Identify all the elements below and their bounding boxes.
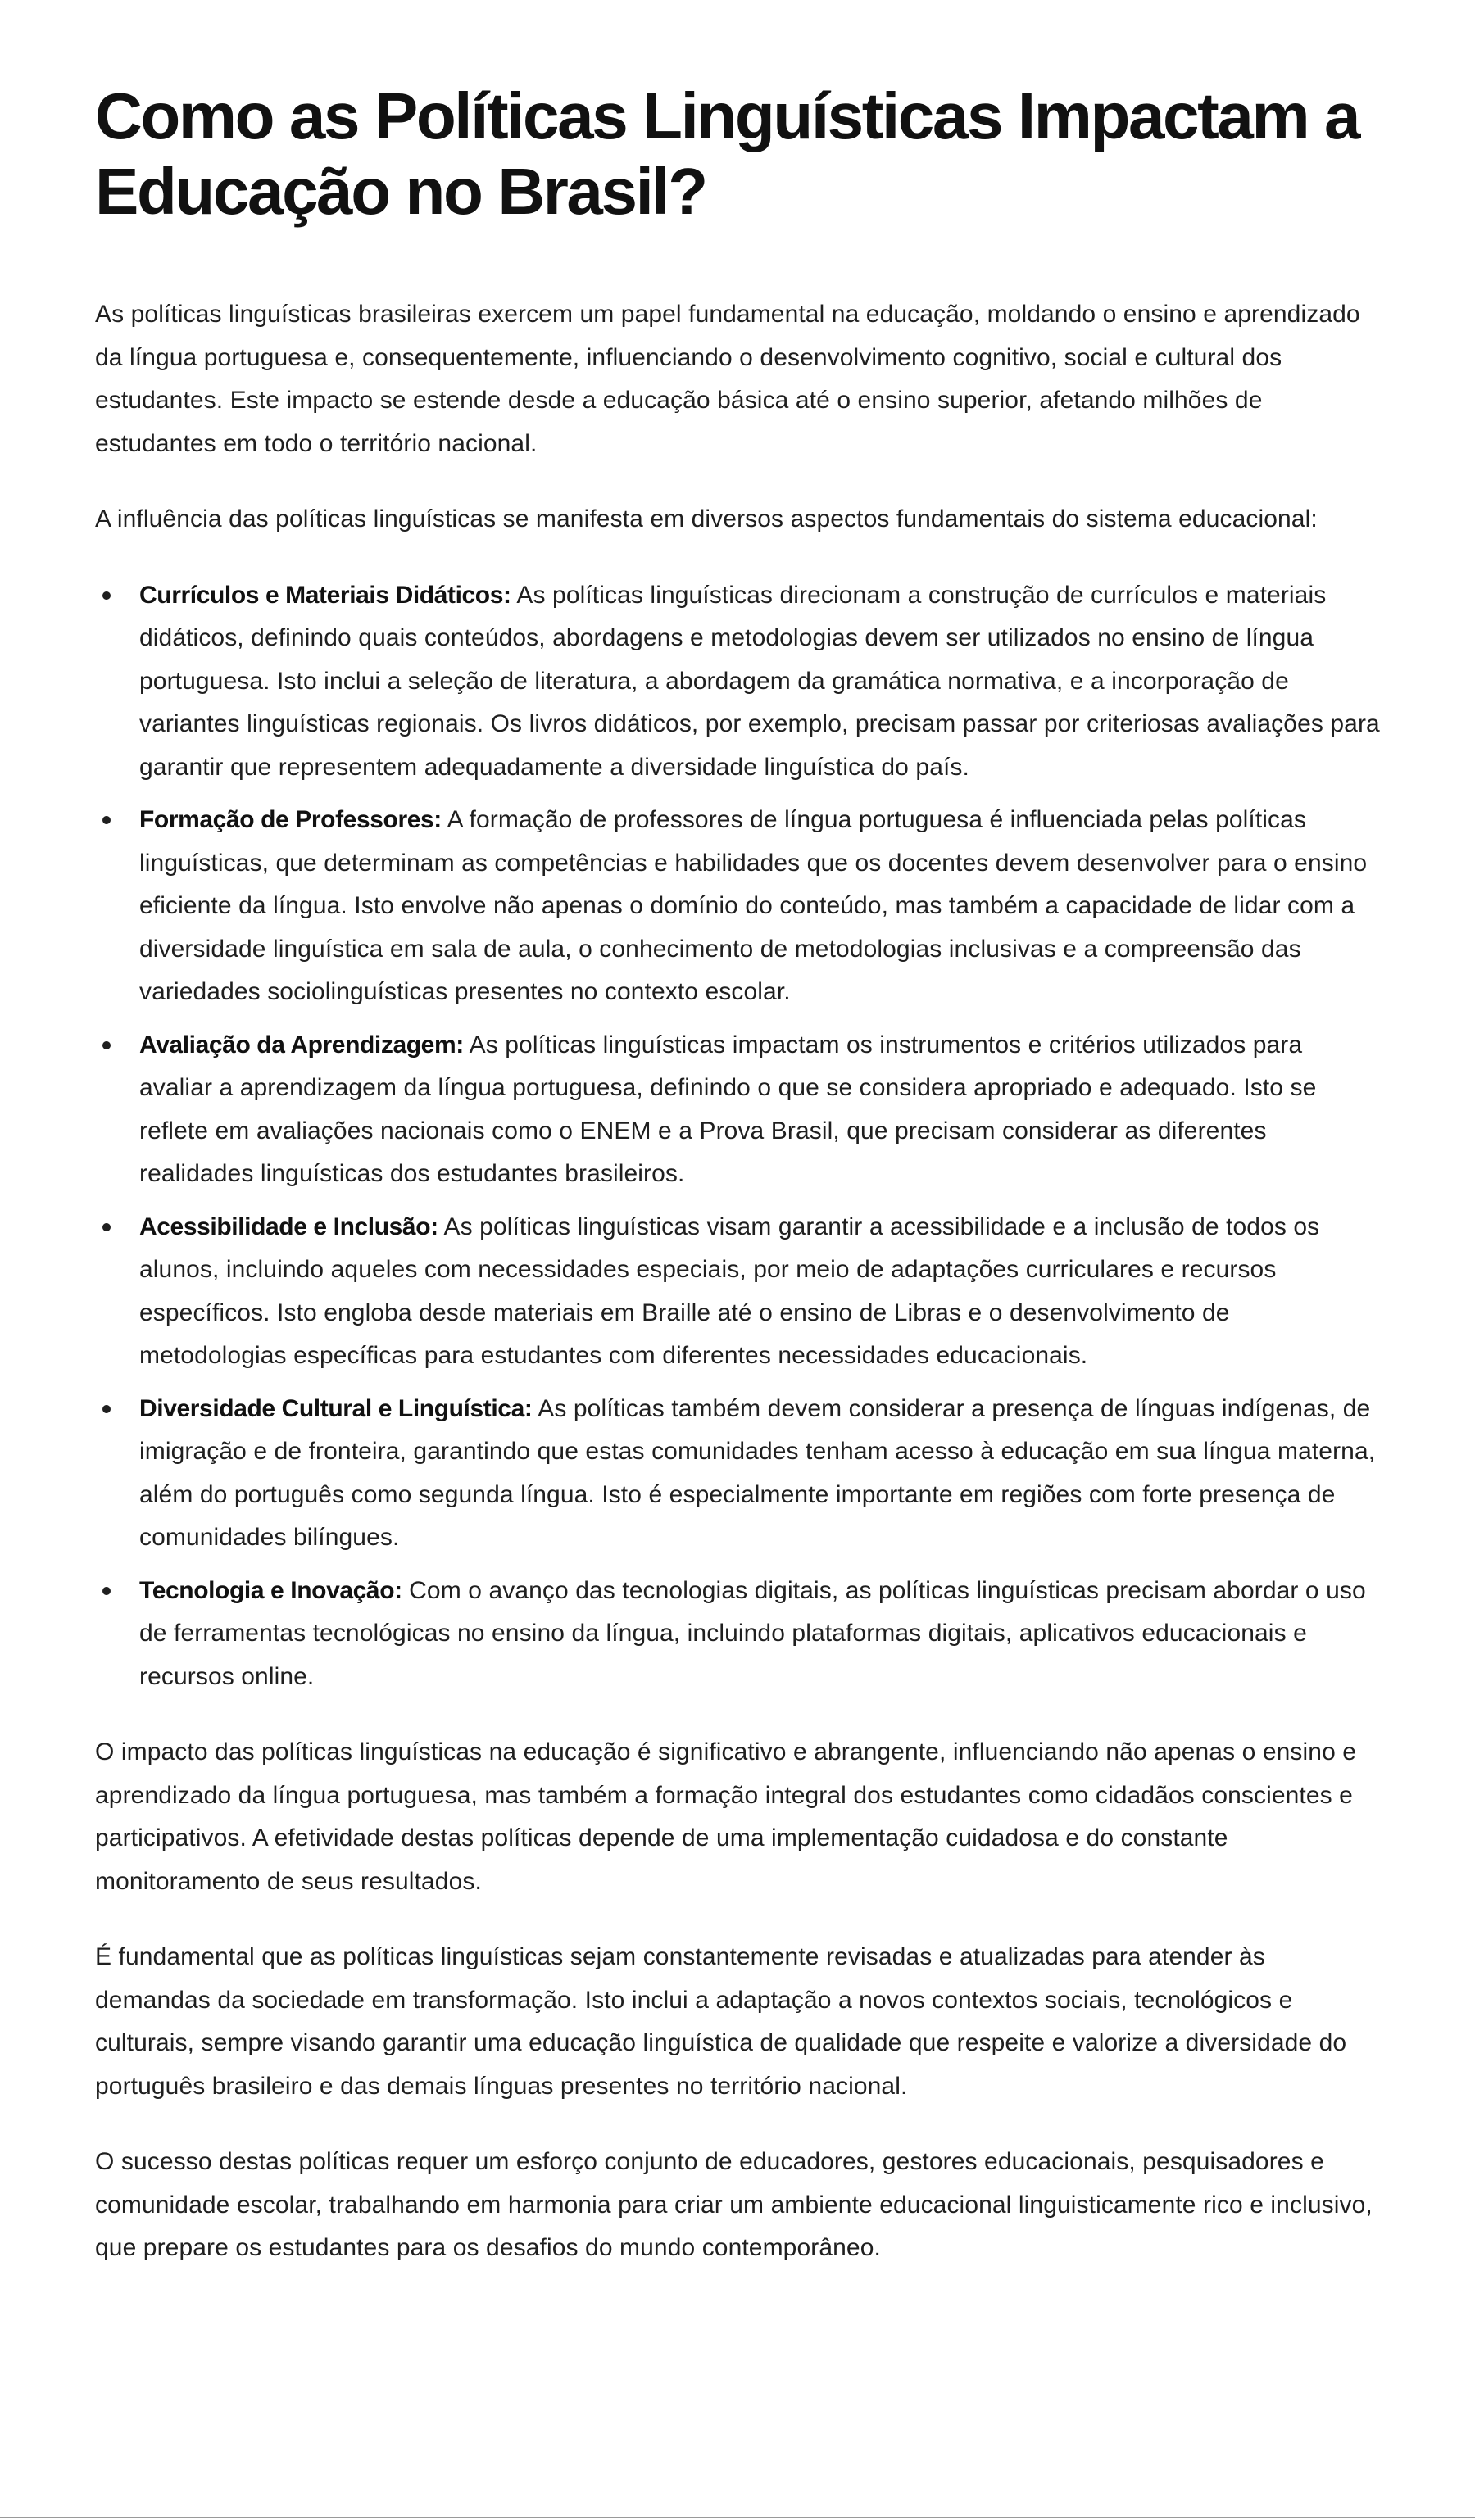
list-item-term: Tecnologia e Inovação:	[139, 1576, 402, 1604]
list-item-text: As políticas também devem considerar a presença de línguas indígenas, de imigração e de fronteira, garantindo que estas comunidades tenham acesso à educação em sua língua materna, além do português como segunda língua. Isto é especialmente importante em regiões com forte presença de comunidades bilíngues.	[139, 1394, 1376, 1551]
list-item-text: As políticas linguísticas direcionam a construção de currículos e materiais didáticos, definindo quais conteúdos, abordagens e metodologias devem ser utilizados no ensino de língua portuguesa. Isto inclui a seleção de literatura, a abordagem da gramática normativa, e a incorporação de variantes linguísticas regionais. Os livros didáticos, por exemplo, precisam passar por criteriosas avaliações para garantir que representem adequadamente a diversidade linguística do país.	[139, 581, 1380, 781]
page-title: Como as Políticas Linguísticas Impactam a Educação no Brasil?	[95, 79, 1359, 228]
list-item-formacao	[139, 799, 1382, 1014]
list-item-term: Diversidade Cultural e Linguística:	[139, 1394, 533, 1422]
conclusion-paragraph: O sucesso destas políticas requer um esforço conjunto de educadores, gestores educacionais, pesquisadores e comunidade escolar, trabalhando em harmonia para criar um ambiente educacional linguisticamente rico e inclusivo, que prepare os estudantes para os desafios do mundo contemporâneo.	[95, 2148, 1373, 2261]
impact-paragraph: O impacto das políticas linguísticas na educação é significativo e abrangente, influenciando não apenas o ensino e aprendizado da língua portuguesa, mas também a formação integral dos estudantes como cidadãos conscientes e participativos. A efetividade destas políticas depende de uma implementação cuidadosa e do constante monitoramento de seus resultados.	[95, 1738, 1357, 1895]
list-item-term: Acessibilidade e Inclusão:	[139, 1212, 438, 1240]
revision-paragraph: É fundamental que as políticas linguísticas sejam constantemente revisadas e atualizadas para atender às demandas da sociedade em transformação. Isto inclui a adaptação a novos contextos sociais, tecnológicos e culturais, sempre visando garantir uma educação linguística de qualidade que respeite e valorize a diversidade do português brasileiro e das demais línguas presentes no território nacional.	[95, 1943, 1347, 2100]
list-item-avaliacao	[139, 1024, 1382, 1196]
list-item-term: Formação de Professores:	[139, 806, 442, 833]
article	[95, 79, 1382, 2303]
list-lead-paragraph: A influência das políticas linguísticas se manifesta em diversos aspectos fundamentais do sistema educacional:	[95, 505, 1318, 533]
list-item-diversidade	[139, 1388, 1382, 1560]
bottom-divider	[0, 2517, 1475, 2518]
list-item-text: As políticas linguísticas visam garantir a acessibilidade e a inclusão de todos os alunos, incluindo aqueles com necessidades especiais, por meio de adaptações curriculares e recursos específicos. Isto engloba desde materiais em Braille até o ensino de Libras e o desenvolvimento de metodologias específicas para estudantes com diferentes necessidades educacionais.	[139, 1212, 1320, 1369]
list-item-term: Currículos e Materiais Didáticos:	[139, 581, 511, 609]
list-item-text: Com o avanço das tecnologias digitais, as políticas linguísticas precisam abordar o uso de ferramentas tecnológicas no ensino da língua, incluindo plataformas digitais, aplicativos educacionais e recursos online.	[139, 1576, 1366, 1690]
list-item-acessibilidade	[139, 1206, 1382, 1378]
list-item-curriculos	[139, 574, 1382, 790]
list-item-tecnologia	[139, 1570, 1382, 1699]
intro-paragraph: As políticas linguísticas brasileiras exercem um papel fundamental na educação, moldando o ensino e aprendizado da língua portuguesa e, consequentemente, influenciando o desenvolvimento cognitivo, social e cultural dos estudantes. Este impacto se estende desde a educação básica até o ensino superior, afetando milhões de estudantes em todo o território nacional.	[95, 301, 1360, 457]
aspects-list	[95, 574, 1382, 1699]
list-item-term: Avaliação da Aprendizagem:	[139, 1031, 464, 1058]
list-item-text: As políticas linguísticas impactam os instrumentos e critérios utilizados para avaliar a aprendizagem da língua portuguesa, definindo o que se considera apropriado e adequado. Isto se reflete em avaliações nacionais como o ENEM e a Prova Brasil, que precisam considerar as diferentes realidades linguísticas dos estudantes brasileiros.	[139, 1031, 1317, 1187]
list-item-text: A formação de professores de língua portuguesa é influenciada pelas políticas linguísticas, que determinam as competências e habilidades que os docentes devem desenvolver para o ensino eficiente da língua. Isto envolve não apenas o domínio do conteúdo, mas também a capacidade de lidar com a diversidade linguística em sala de aula, o conhecimento de metodologias inclusivas e a compreensão das variedades sociolinguísticas presentes no contexto escolar.	[139, 806, 1368, 1005]
